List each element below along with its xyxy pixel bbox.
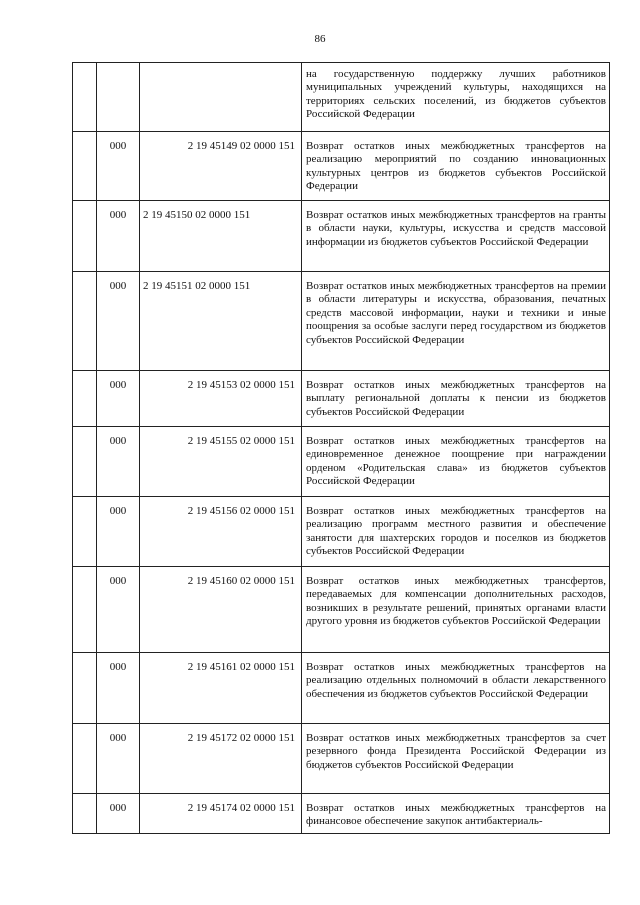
table-row: [73, 653, 610, 724]
index-cell: [73, 724, 97, 794]
table-row: [73, 63, 610, 132]
description-cell: Возврат остатков иных межбюджетных трансфертов на выплату региональной доплаты к пенсии из бюджетов субъектов Российской Федерации: [302, 371, 610, 427]
admin-code-cell: 000: [97, 653, 140, 724]
table-row: [73, 497, 610, 567]
index-cell: [73, 272, 97, 371]
budget-code-cell: 2 19 45172 02 0000 151: [140, 724, 302, 794]
budget-code-cell: 2 19 45160 02 0000 151: [140, 567, 302, 653]
description-cell: Возврат остатков иных межбюджетных трансфертов за счет резервного фонда Президента Российской Федерации из бюджетов субъектов Российской Федерации: [302, 724, 610, 794]
budget-code-cell: 2 19 45156 02 0000 151: [140, 497, 302, 567]
budget-code-cell: [140, 63, 302, 132]
budget-code-cell: 2 19 45151 02 0000 151: [140, 272, 302, 371]
admin-code-cell: 000: [97, 132, 140, 201]
budget-code-cell: 2 19 45174 02 0000 151: [140, 794, 302, 834]
budget-code-cell: 2 19 45153 02 0000 151: [140, 371, 302, 427]
table-row: [73, 371, 610, 427]
admin-code-cell: 000: [97, 272, 140, 371]
index-cell: [73, 427, 97, 497]
table-row: [73, 272, 610, 371]
table-row: [73, 132, 610, 201]
index-cell: [73, 201, 97, 272]
description-cell: Возврат остатков иных межбюджетных трансфертов на реализацию отдельных полномочий в области лекарственного обеспечения из бюджетов субъектов Российской Федерации: [302, 653, 610, 724]
budget-code-cell: 2 19 45150 02 0000 151: [140, 201, 302, 272]
admin-code-cell: 000: [97, 567, 140, 653]
budget-code-cell: 2 19 45161 02 0000 151: [140, 653, 302, 724]
description-cell: Возврат остатков иных межбюджетных трансфертов на реализацию программ местного развития и обеспечение занятости для шахтерских городов и поселков из бюджетов субъектов Российской Федерации: [302, 497, 610, 567]
table-row: [73, 794, 610, 834]
budget-code-cell: 2 19 45155 02 0000 151: [140, 427, 302, 497]
index-cell: [73, 794, 97, 834]
description-cell: Возврат остатков иных межбюджетных трансфертов, передаваемых для компенсации дополнительных расходов, возникших в результате решений, принятых органами власти другого уровня из бюджетов субъектов Российской Федерации: [302, 567, 610, 653]
index-cell: [73, 653, 97, 724]
admin-code-cell: 000: [97, 427, 140, 497]
budget-code-cell: 2 19 45149 02 0000 151: [140, 132, 302, 201]
index-cell: [73, 371, 97, 427]
admin-code-cell: 000: [97, 497, 140, 567]
admin-code-cell: 000: [97, 201, 140, 272]
description-cell: Возврат остатков иных межбюджетных трансфертов на реализацию мероприятий по созданию инновационных культурных центров из бюджетов субъектов Российской Федерации: [302, 132, 610, 201]
table-row: [73, 567, 610, 653]
description-cell: на государственную поддержку лучших работников муниципальных учреждений культуры, находящихся на территориях сельских поселений, из бюджетов субъектов Российской Федерации: [302, 63, 610, 132]
table-row: [73, 201, 610, 272]
index-cell: [73, 63, 97, 132]
description-cell: Возврат остатков иных межбюджетных трансфертов на премии в области литературы и искусства, образования, печатных средств массовой информации, науки и техники и иные поощрения за особые заслуги перед государством из бюджетов субъектов Российской Федерации: [302, 272, 610, 371]
admin-code-cell: [97, 63, 140, 132]
admin-code-cell: 000: [97, 724, 140, 794]
description-cell: Возврат остатков иных межбюджетных трансфертов на гранты в области науки, культуры, искусства и средств массовой информации из бюджетов субъектов Российской Федерации: [302, 201, 610, 272]
admin-code-cell: 000: [97, 794, 140, 834]
admin-code-cell: 000: [97, 371, 140, 427]
table-row: [73, 427, 610, 497]
description-cell: Возврат остатков иных межбюджетных трансфертов на единовременное денежное поощрение при награждении орденом «Родительская слава» из бюджетов субъектов Российской Федерации: [302, 427, 610, 497]
budget-classification-table: [72, 62, 610, 834]
index-cell: [73, 567, 97, 653]
table-row: [73, 724, 610, 794]
index-cell: [73, 132, 97, 201]
page-number: 86: [314, 33, 326, 45]
index-cell: [73, 497, 97, 567]
description-cell: Возврат остатков иных межбюджетных трансфертов на финансовое обеспечение закупок антибактериаль-: [302, 794, 610, 834]
